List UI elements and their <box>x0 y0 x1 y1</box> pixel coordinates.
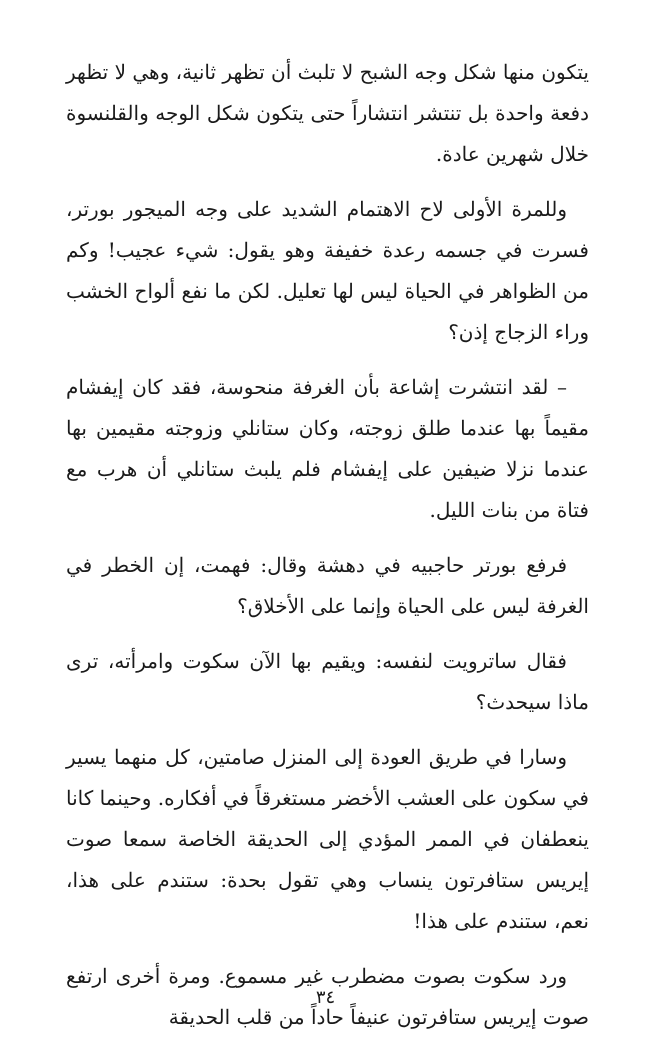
page-number: ٣٤ <box>315 987 336 1008</box>
page-text <box>66 52 589 1052</box>
paragraph-2: وللمرة الأولى لاح الاهتمام الشديد على وجه الميجور بورتر، فسرت في جسمه رعدة خفيفة وهو يقول: شيء عجيب! وكم من الظواهر في الحياة ليس لها تعليل. لكن ما نفع ألواح الخشب وراء الزجاج إذن؟ <box>66 197 589 344</box>
paragraph-3: – لقد انتشرت إشاعة بأن الغرفة منحوسة، فقد كان إيفشام مقيماً بها عندما طلق زوجته، وكان ستانلي وزوجته مقيمين بها عندما نزلا ضيفين على إيفشام فلم يلبث ستانلي أن هرب مع فتاة من بنات الليل. <box>66 375 589 522</box>
paragraph-1: يتكون منها شكل وجه الشبح لا تلبث أن تظهر ثانية، وهي لا تظهر دفعة واحدة بل تنتشر انتشاراً حتى يتكون شكل الوجه والقلنسوة خلال شهرين عادة. <box>66 60 589 166</box>
paragraph-6: وسارا في طريق العودة إلى المنزل صامتين، كل منهما يسير في سكون على العشب الأخضر مستغرقاً في أفكاره. وحينما كانا ينعطفان في الممر المؤدي إلى الحديقة الخاصة سمعا صوت إيريس ستافرتون ينساب وهي تقول بحدة: ستندم على هذا، نعم، ستندم على هذا! <box>66 745 589 933</box>
paragraph-5: فقال ساترويت لنفسه: ويقيم بها الآن سكوت وامرأته، ترى ماذا سيحدث؟ <box>66 649 589 714</box>
paragraph-4: فرفع بورتر حاجبيه في دهشة وقال: فهمت، إن الخطر في الغرفة ليس على الحياة وإنما على الأخلاق؟ <box>66 553 589 618</box>
paragraph-7: ورد سكوت بصوت مضطرب غير مسموع. ومرة أخرى ارتفع صوت إيريس ستافرتون عنيفاً حاداً من قلب الحديقة <box>66 964 589 1029</box>
